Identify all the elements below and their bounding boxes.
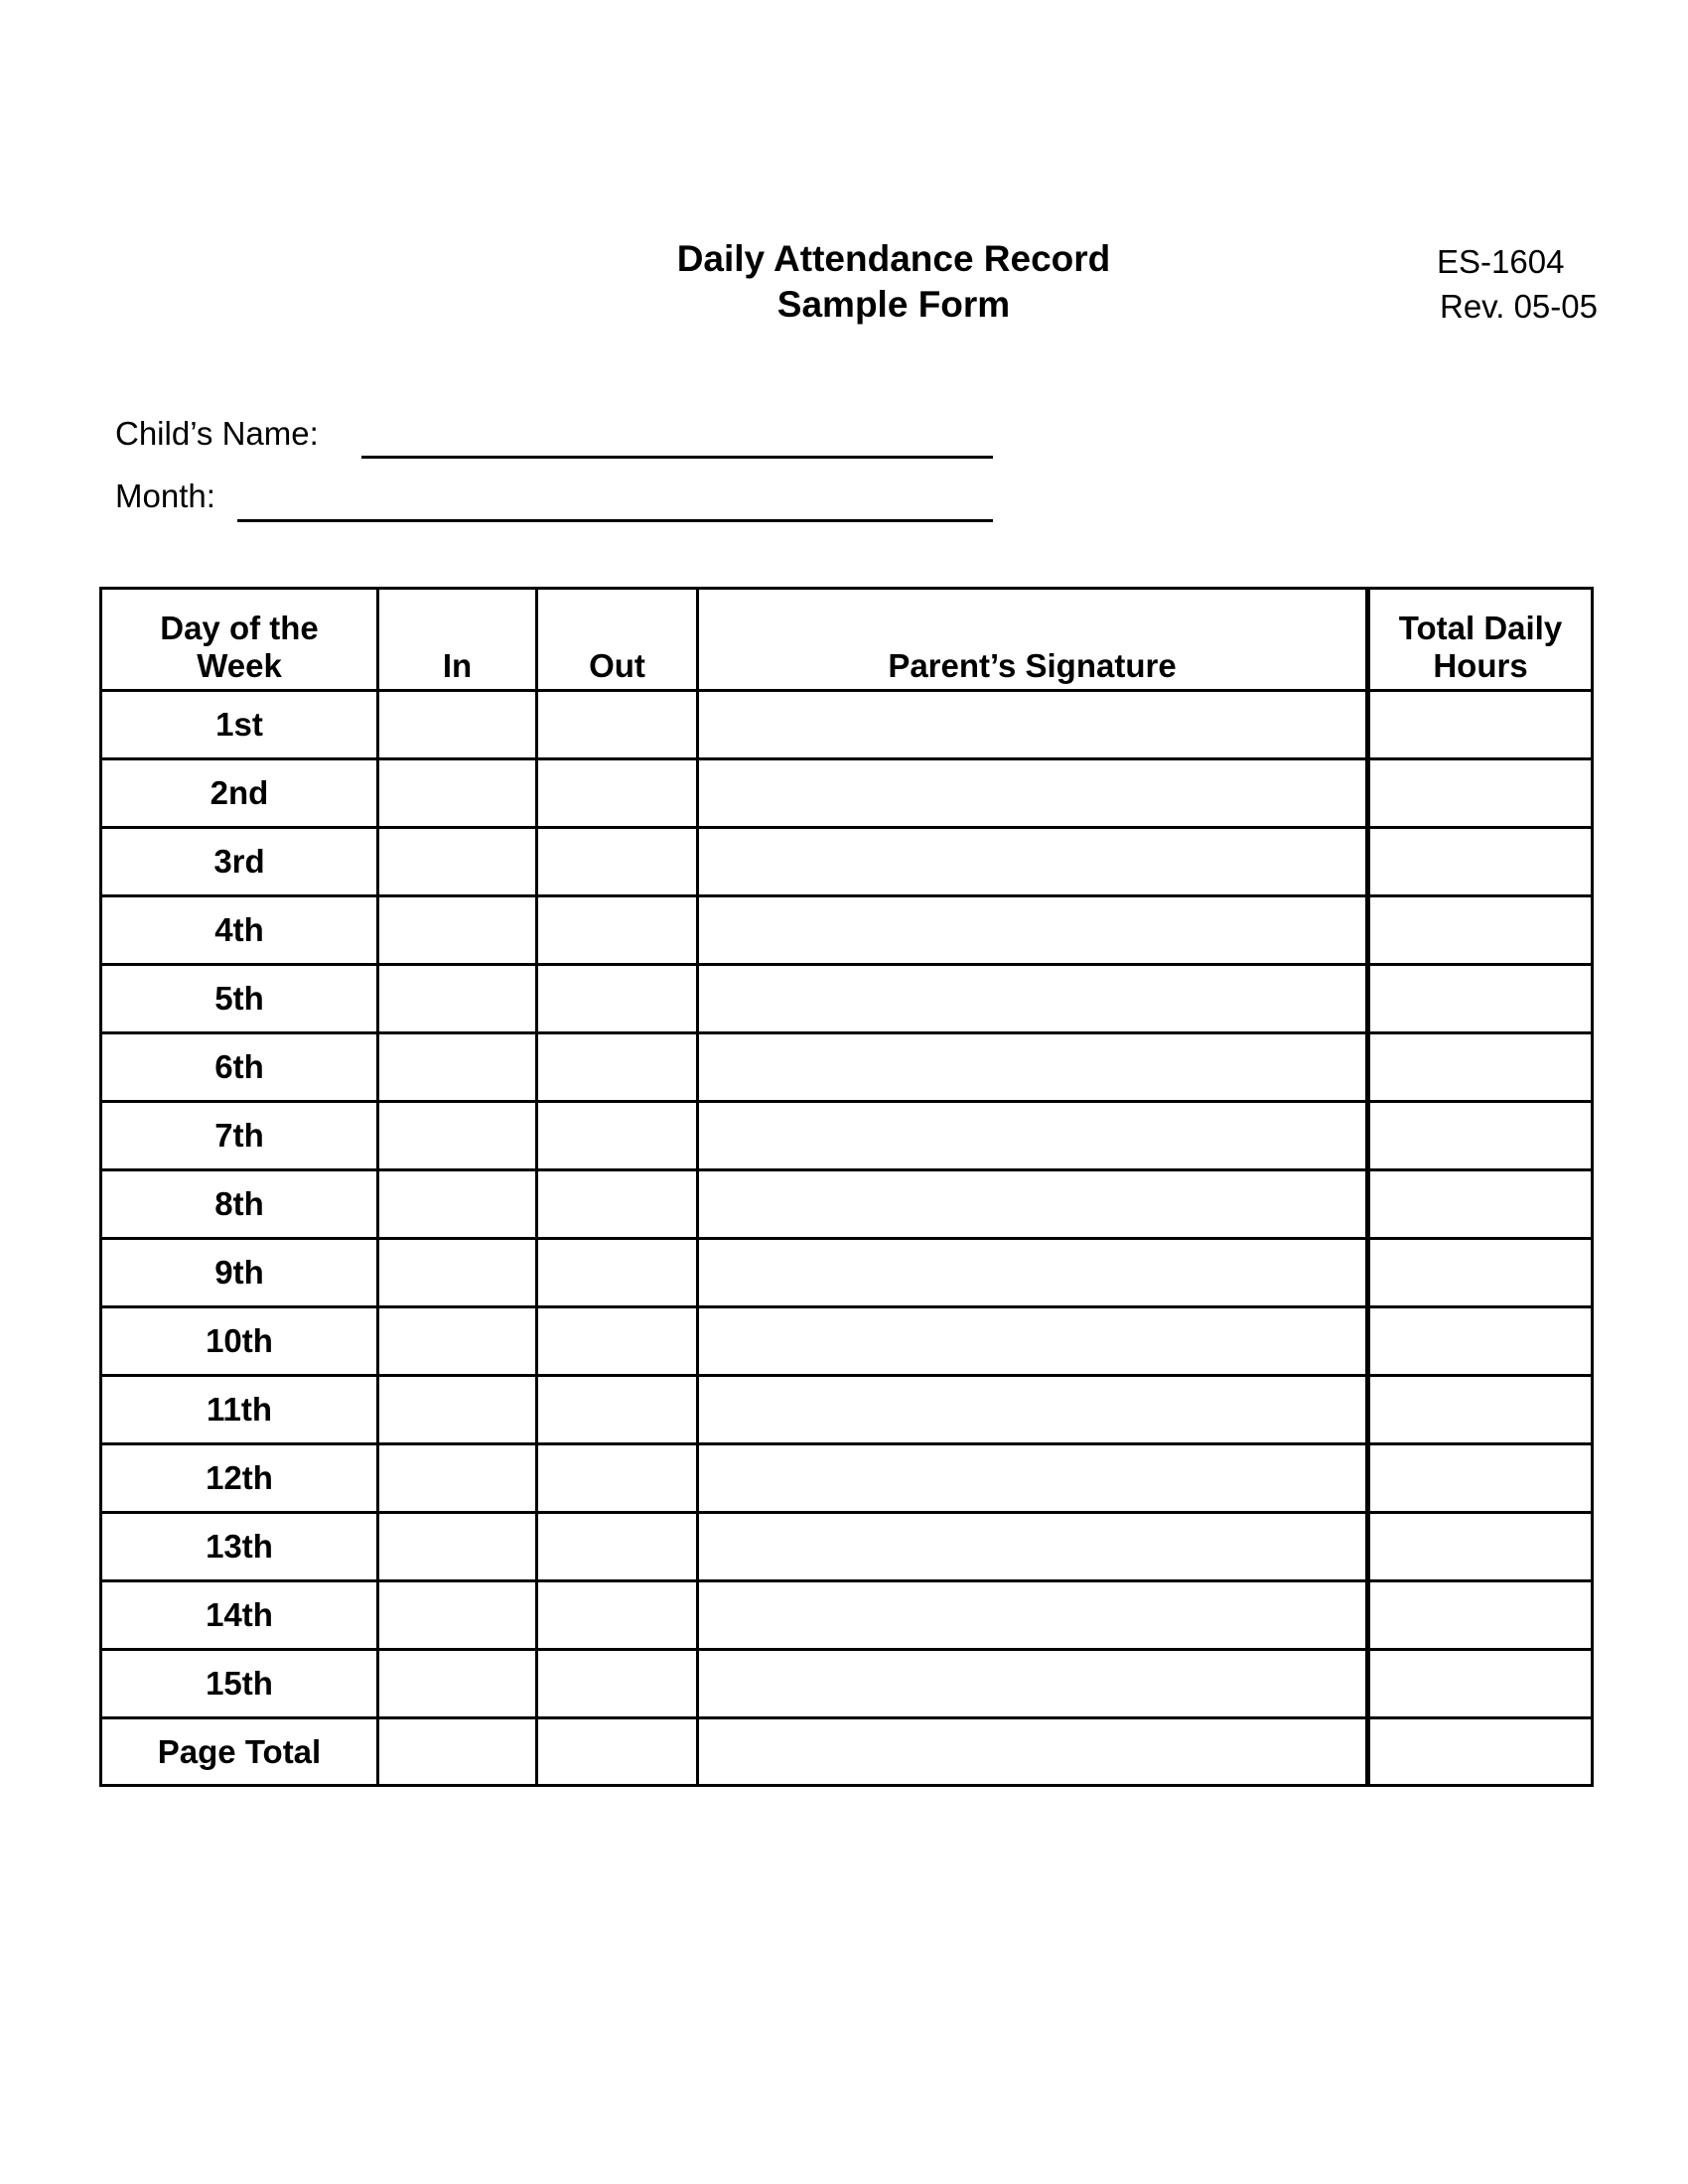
column-header-out: Out: [537, 589, 698, 691]
table-row: [101, 1170, 1593, 1239]
month-field[interactable]: [237, 519, 993, 522]
table-row: [101, 1239, 1593, 1307]
in-time-cell[interactable]: [378, 691, 537, 759]
child-name-label: Child’s Name:: [115, 415, 319, 452]
signature-cell[interactable]: [698, 1170, 1368, 1239]
total-hours-cell[interactable]: [1368, 1102, 1593, 1170]
in-time-cell[interactable]: [378, 896, 537, 965]
column-header-signature: Parent’s Signature: [698, 589, 1368, 691]
out-time-cell[interactable]: [537, 1376, 698, 1444]
table-row: [101, 1102, 1593, 1170]
table-row: [101, 1650, 1593, 1718]
out-time-cell[interactable]: [537, 1513, 698, 1581]
form-title-line2: Sample Form: [776, 284, 1011, 325]
in-time-cell[interactable]: [378, 1581, 537, 1650]
total-hours-cell[interactable]: [1368, 1170, 1593, 1239]
total-hours-cell[interactable]: [1368, 828, 1593, 896]
total-hours-cell[interactable]: [1368, 1513, 1593, 1581]
month-label: Month:: [115, 478, 215, 514]
table-row: [101, 896, 1593, 965]
day-cell: 13th: [101, 1513, 378, 1581]
table-row: [101, 1376, 1593, 1444]
day-cell: 1st: [101, 691, 378, 759]
total-hours-cell[interactable]: [1368, 759, 1593, 828]
signature-cell[interactable]: [698, 759, 1368, 828]
table-row: [101, 759, 1593, 828]
child-name-field[interactable]: [361, 456, 993, 459]
table-row: [101, 965, 1593, 1033]
table-row: [101, 1307, 1593, 1376]
total-hours-cell[interactable]: [1368, 1718, 1593, 1786]
out-time-cell[interactable]: [537, 1239, 698, 1307]
total-hours-cell[interactable]: [1368, 1033, 1593, 1102]
day-cell: 9th: [101, 1239, 378, 1307]
signature-cell[interactable]: [698, 1376, 1368, 1444]
signature-cell[interactable]: [698, 1102, 1368, 1170]
in-time-cell[interactable]: [378, 1102, 537, 1170]
day-cell: 2nd: [101, 759, 378, 828]
signature-cell[interactable]: [698, 1307, 1368, 1376]
day-cell: 6th: [101, 1033, 378, 1102]
total-hours-cell[interactable]: [1368, 1307, 1593, 1376]
out-time-cell[interactable]: [537, 1307, 698, 1376]
in-time-cell[interactable]: [378, 759, 537, 828]
total-hours-cell[interactable]: [1368, 1444, 1593, 1513]
out-time-cell[interactable]: [537, 828, 698, 896]
total-hours-cell[interactable]: [1368, 896, 1593, 965]
day-cell: Page Total: [101, 1718, 378, 1786]
table-row: [101, 1513, 1593, 1581]
in-time-cell[interactable]: [378, 1650, 537, 1718]
total-hours-cell[interactable]: [1368, 965, 1593, 1033]
day-cell: 7th: [101, 1102, 378, 1170]
in-time-cell[interactable]: [378, 1170, 537, 1239]
in-time-cell[interactable]: [378, 1307, 537, 1376]
table-row: [101, 1581, 1593, 1650]
out-time-cell[interactable]: [537, 1102, 698, 1170]
out-time-cell[interactable]: [537, 1718, 698, 1786]
day-cell: 5th: [101, 965, 378, 1033]
signature-cell[interactable]: [698, 896, 1368, 965]
in-time-cell[interactable]: [378, 1513, 537, 1581]
total-hours-cell[interactable]: [1368, 1376, 1593, 1444]
in-time-cell[interactable]: [378, 965, 537, 1033]
in-time-cell[interactable]: [378, 1033, 537, 1102]
column-header-day: Day of the Week: [101, 589, 378, 691]
signature-cell[interactable]: [698, 691, 1368, 759]
day-cell: 11th: [101, 1376, 378, 1444]
form-revision: Rev. 05-05: [1440, 288, 1598, 325]
table-row: [101, 1033, 1593, 1102]
in-time-cell[interactable]: [378, 1376, 537, 1444]
column-header-in: In: [378, 589, 537, 691]
signature-cell[interactable]: [698, 1718, 1368, 1786]
table-header-row: [101, 589, 1593, 691]
signature-cell[interactable]: [698, 1650, 1368, 1718]
total-hours-cell[interactable]: [1368, 1239, 1593, 1307]
signature-cell[interactable]: [698, 1033, 1368, 1102]
out-time-cell[interactable]: [537, 759, 698, 828]
in-time-cell[interactable]: [378, 1444, 537, 1513]
out-time-cell[interactable]: [537, 965, 698, 1033]
column-header-total-hours: Total Daily Hours: [1368, 589, 1593, 691]
out-time-cell[interactable]: [537, 1444, 698, 1513]
signature-cell[interactable]: [698, 1444, 1368, 1513]
signature-cell[interactable]: [698, 1513, 1368, 1581]
total-hours-cell[interactable]: [1368, 1650, 1593, 1718]
form-title-line1: Daily Attendance Record: [676, 238, 1111, 279]
total-hours-cell[interactable]: [1368, 691, 1593, 759]
table-row: [101, 1444, 1593, 1513]
day-cell: 4th: [101, 896, 378, 965]
form-code: ES-1604: [1437, 243, 1565, 280]
day-cell: 15th: [101, 1650, 378, 1718]
day-cell: 10th: [101, 1307, 378, 1376]
out-time-cell[interactable]: [537, 1650, 698, 1718]
out-time-cell[interactable]: [537, 1581, 698, 1650]
day-cell: 14th: [101, 1581, 378, 1650]
day-cell: 12th: [101, 1444, 378, 1513]
in-time-cell[interactable]: [378, 1718, 537, 1786]
signature-cell[interactable]: [698, 965, 1368, 1033]
out-time-cell[interactable]: [537, 1033, 698, 1102]
table-row: [101, 828, 1593, 896]
total-hours-cell[interactable]: [1368, 1581, 1593, 1650]
signature-cell[interactable]: [698, 1239, 1368, 1307]
in-time-cell[interactable]: [378, 828, 537, 896]
table-body: [101, 691, 1593, 1786]
out-time-cell[interactable]: [537, 691, 698, 759]
day-cell: 3rd: [101, 828, 378, 896]
day-cell: 8th: [101, 1170, 378, 1239]
table-row: [101, 691, 1593, 759]
signature-cell[interactable]: [698, 828, 1368, 896]
signature-cell[interactable]: [698, 1581, 1368, 1650]
out-time-cell[interactable]: [537, 1170, 698, 1239]
page-total-row: [101, 1718, 1593, 1786]
attendance-table: [99, 587, 1594, 1787]
out-time-cell[interactable]: [537, 896, 698, 965]
in-time-cell[interactable]: [378, 1239, 537, 1307]
